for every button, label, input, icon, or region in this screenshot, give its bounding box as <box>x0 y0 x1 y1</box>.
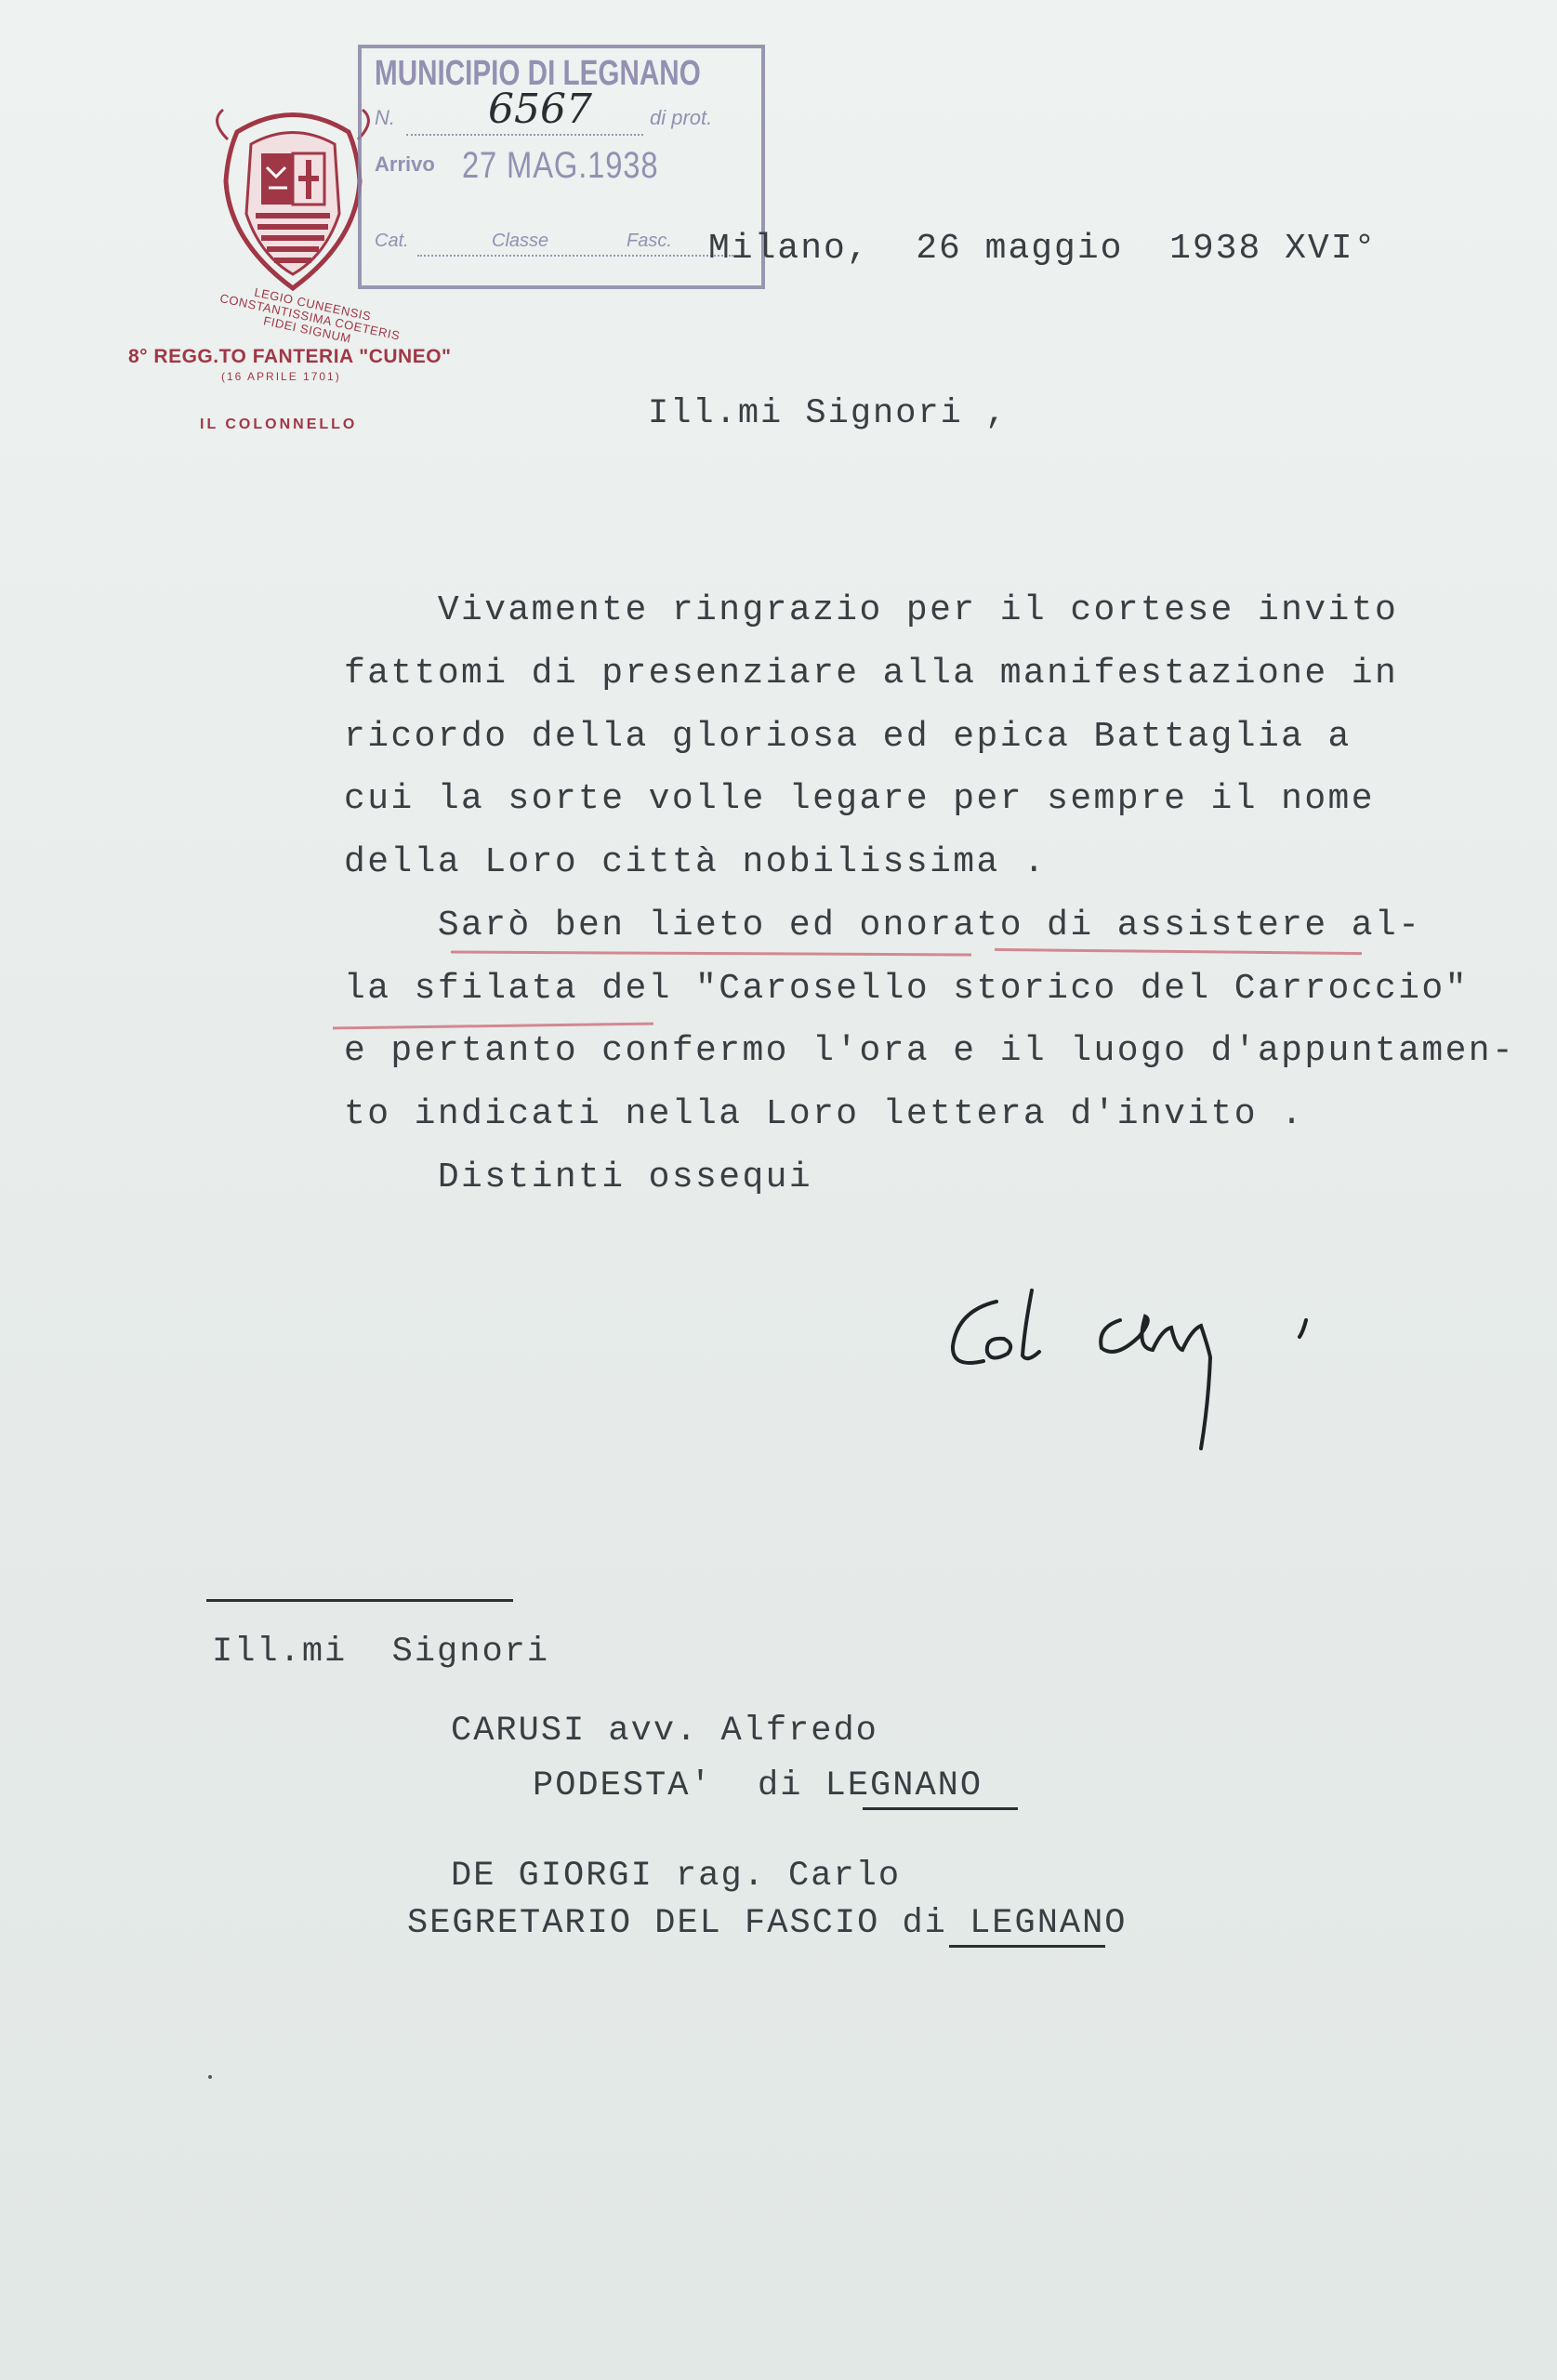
stamp-prot-label: di prot. <box>650 106 713 129</box>
body-line: cui la sorte volle legare per sempre il nome <box>344 779 1375 819</box>
recipient-2-name: DE GIORGI rag. Carlo <box>451 1857 902 1896</box>
regiment-name: 8° REGG.TO FANTERIA "CUNEO" <box>128 346 452 367</box>
stamp-municipality: MUNICIPIO DI LEGNANO <box>375 54 701 93</box>
recipient-1-name: CARUSI avv. Alfredo <box>451 1712 878 1751</box>
recipient-2-title: SEGRETARIO DEL FASCIO di LEGNANO <box>407 1904 1128 1943</box>
stamp-cat-label: Cat. <box>375 231 409 251</box>
handwritten-signature <box>939 1283 1329 1460</box>
body-line: della Loro città nobilissima . <box>344 842 1048 882</box>
stamp-number-label: N. <box>375 106 395 129</box>
recipients-header: Ill.mi Signori <box>212 1633 550 1672</box>
red-pencil-underline <box>995 948 1362 955</box>
recipient-1-title: PODESTA' di LEGNANO <box>533 1766 983 1805</box>
stamp-arrival-date: 27 MAG.1938 <box>462 145 659 186</box>
body-line: to indicati nella Loro lettera d'invito . <box>344 1094 1305 1134</box>
letterhead-role: IL COLONNELLO <box>200 416 358 432</box>
body-line: e pertanto confermo l'ora e il luogo d'appuntamen- <box>344 1031 1516 1071</box>
body-line: Vivamente ringrazio per il cortese invito <box>344 590 1399 630</box>
red-pencil-underline <box>451 951 971 957</box>
letterhead-motto: LEGIO CUNEENSIS CONSTANTISSIMA COETERIS FIDEI SIGNUM <box>218 284 402 346</box>
body-line: ricordo della gloriosa ed epica Battaglia a <box>344 717 1352 757</box>
paper-speck <box>208 2075 212 2079</box>
letter-salutation: Ill.mi Signori , <box>648 394 1009 433</box>
red-pencil-underline <box>333 1023 653 1030</box>
body-line: Sarò ben lieto ed onorato di assistere al- <box>344 906 1422 945</box>
body-line: fattomi di presenziare alla manifestazione in <box>344 654 1399 694</box>
letter-date: Milano, 26 maggio 1938 XVI° <box>708 229 1378 269</box>
legnano-underline-1 <box>863 1807 1018 1810</box>
body-line: Distinti ossequi <box>344 1157 813 1197</box>
stamp-handwritten-number: 6567 <box>488 86 592 133</box>
stamp-arrival-label: Arrivo <box>375 152 435 176</box>
stamp-fasc-label: Fasc. <box>627 231 672 251</box>
stamp-classe-label: Classe <box>492 231 549 251</box>
body-line: la sfilata del "Carosello storico del Carroccio" <box>344 969 1469 1009</box>
protocol-stamp <box>358 45 765 289</box>
recipient-separator <box>206 1599 513 1602</box>
legnano-underline-2 <box>949 1945 1105 1948</box>
regiment-founded: (16 APRILE 1701) <box>221 370 341 383</box>
